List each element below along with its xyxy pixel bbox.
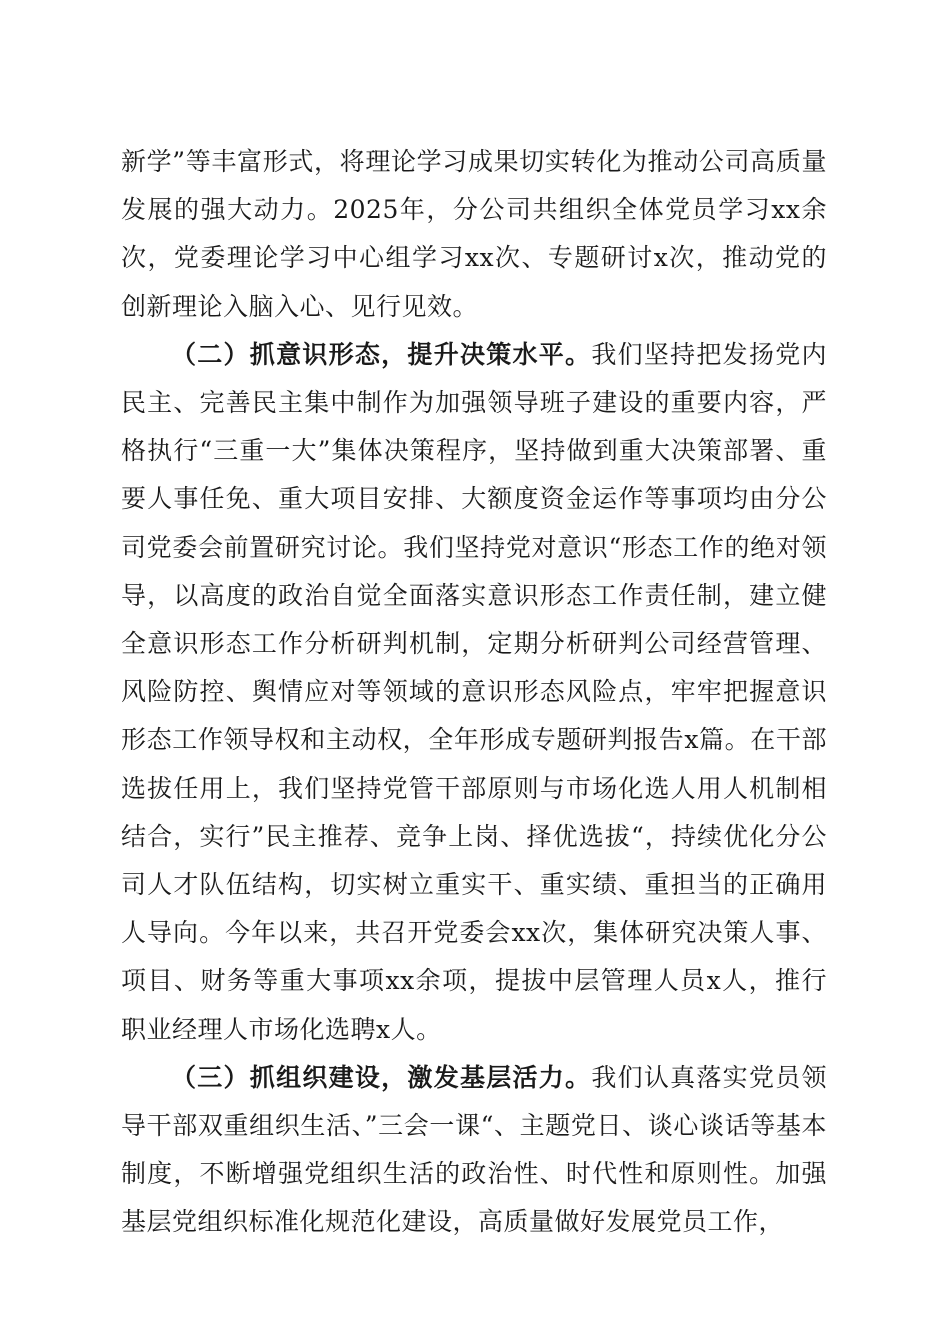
- paragraph-section-2: [121, 331, 827, 1054]
- paragraph-body: 我们坚持把发扬党内民主、完善民主集中制作为加强领导班子建设的重要内容，严格执行“三重一大”集体决策程序，坚持做到重大决策部署、重要人事任免、重大项目安排、大额度资金运作等事项均由分公司党委会前置研究讨论。我们坚持党对意识“形态工作的绝对领导，以高度的政治自觉全面落实意识形态工作责任制，建立健全意识形态工作分析研判机制，定期分析研判公司经营管理、风险防控、舆情应对等领域的意识形态风险点，牢牢把握意识形态工作领导权和主动权，全年形成专题研判报告x篇。在干部选拔任用上，我们坚持党管干部原则与市场化选人用人机制相结合，实行”民主推荐、竞争上岗、择优选拔“，持续优化分公司人才队伍结构，切实树立重实干、重实绩、重担当的正确用人导向。今年以来，共召开党委会xx次，集体研究决策人事、项目、财务等重大事项xx余项，提拔中层管理人员x人，推行职业经理人市场化选聘x人。: [121, 339, 827, 1044]
- document-body: [121, 138, 827, 1247]
- paragraph-body: 我们认真落实党员领导干部双重组织生活、”三会一课“、主题党日、谈心谈话等基本制度，不断增强党组织生活的政治性、时代性和原则性。加强基层党组织标准化规范化建设，高质量做好发展党员工作，: [121, 1062, 827, 1237]
- paragraph-body: 新学”等丰富形式，将理论学习成果切实转化为推动公司高质量发展的强大动力。2025年，分公司共组织全体党员学习xx余次，党委理论学习中心组学习xx次、专题研讨x次，推动党的创新理论入脑入心、见行见效。: [121, 147, 827, 321]
- section-heading-3: （三）抓组织建设，激发基层活力。: [171, 1062, 592, 1092]
- paragraph-continuation: [121, 138, 827, 331]
- paragraph-section-3: [121, 1054, 827, 1247]
- section-heading-2: （二）抓意识形态，提升决策水平。: [171, 339, 592, 369]
